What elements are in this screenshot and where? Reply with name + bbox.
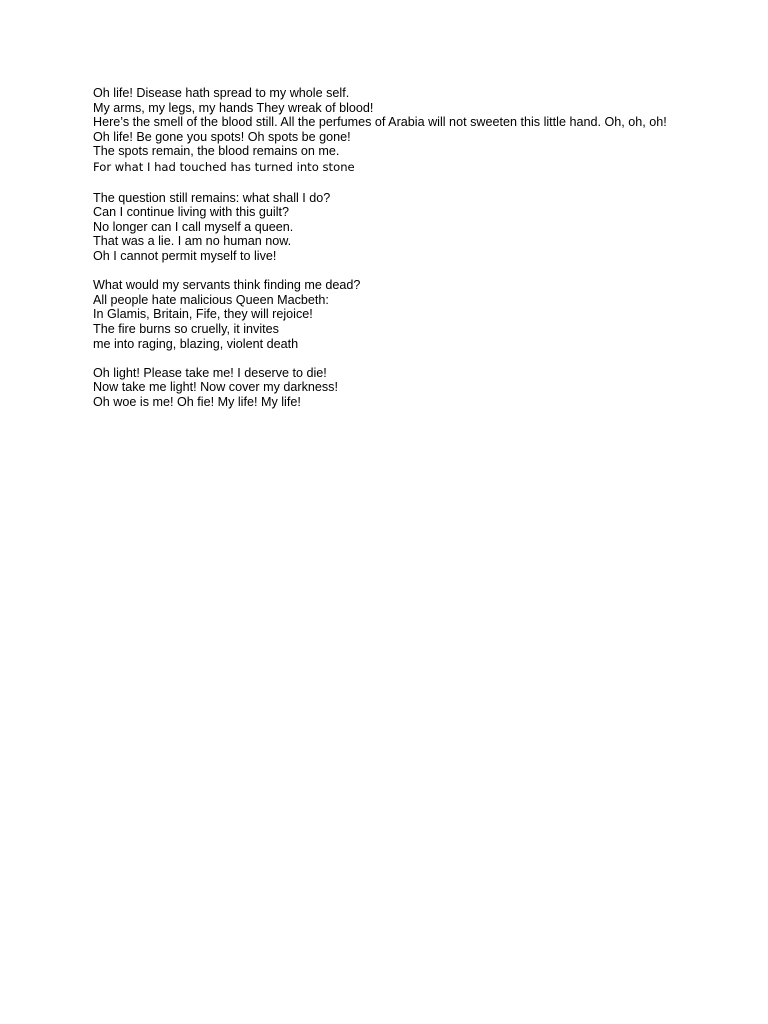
poem-line: Oh light! Please take me! I deserve to die! <box>93 365 327 380</box>
poem-line: The spots remain, the blood remains on me. <box>93 144 340 159</box>
poem-line: Now take me light! Now cover my darkness! <box>93 380 338 395</box>
poem-line: Can I continue living with this guilt? <box>93 205 290 220</box>
poem-line: Oh life! Be gone you spots! Oh spots be gone! <box>93 129 351 144</box>
poem-line: All people hate malicious Queen Macbeth: <box>93 292 329 307</box>
stanza-4 <box>93 366 683 410</box>
stanza-1 <box>93 86 683 176</box>
poem-line: The fire burns so cruelly, it invites <box>93 321 279 336</box>
poem-line: Oh woe is me! Oh fie! My life! My life! <box>93 394 301 409</box>
poem-line: That was a lie. I am no human now. <box>93 234 292 249</box>
poem-line: me into raging, blazing, violent death <box>93 336 299 351</box>
poem-body <box>93 86 683 424</box>
poem-line: Oh I cannot permit myself to live! <box>93 248 277 263</box>
poem-line: For what I had touched has turned into stone <box>93 159 355 174</box>
poem-line: Oh life! Disease hath spread to my whole self. <box>93 86 350 100</box>
poem-line: Here’s the smell of the blood still. All the perfumes of Arabia will not sweeten this little hand. Oh, oh, oh! <box>93 115 667 130</box>
poem-line: The question still remains: what shall I do? <box>93 190 331 205</box>
stanza-2 <box>93 191 683 264</box>
poem-line: What would my servants think finding me dead? <box>93 278 361 293</box>
poem-line: No longer can I call myself a queen. <box>93 219 294 234</box>
poem-line: In Glamis, Britain, Fife, they will rejoice! <box>93 307 313 322</box>
poem-line: My arms, my legs, my hands They wreak of blood! <box>93 100 374 115</box>
stanza-3 <box>93 278 683 351</box>
